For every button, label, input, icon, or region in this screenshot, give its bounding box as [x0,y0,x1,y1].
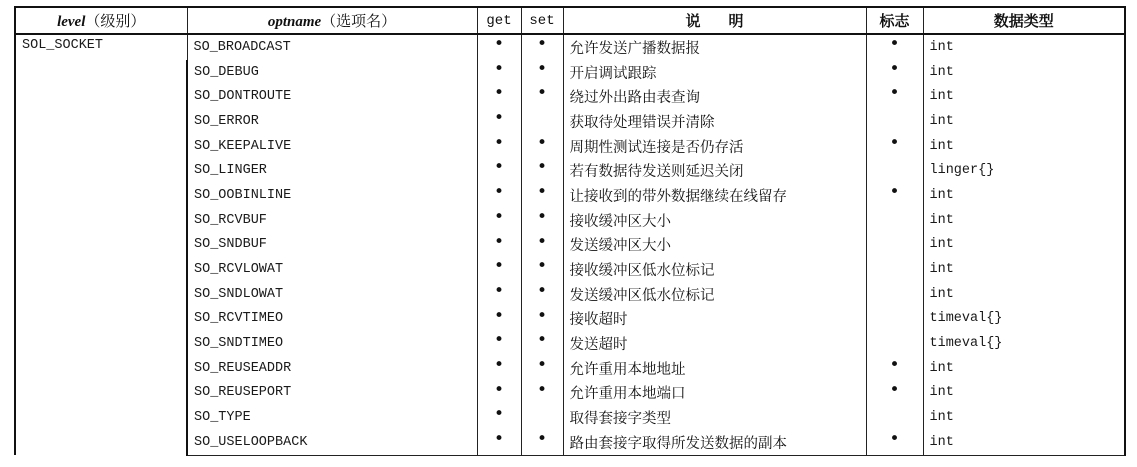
table-header [15,7,1125,34]
datatype-cell: int [923,356,1125,381]
datatype-cell: int [923,109,1125,134]
bullet-icon: • [889,355,900,375]
set-cell [521,307,563,332]
set-cell [521,257,563,282]
set-cell [521,60,563,85]
bullet-icon: • [493,306,505,326]
description-cell: 允许重用本地端口 [563,381,866,406]
description-cell: 若有数据待发送则延迟关闭 [563,158,866,183]
get-cell [477,356,521,381]
datatype-cell: int [923,405,1125,430]
flag-cell [866,208,923,233]
header-set-label: set [529,13,555,29]
description-cell: 取得套接字类型 [563,405,866,430]
header-row [15,7,1125,34]
datatype-cell: timeval{} [923,307,1125,332]
datatype-cell: timeval{} [923,331,1125,356]
description-cell: 发送缓冲区低水位标记 [563,282,866,307]
set-cell [521,430,563,455]
bullet-icon: • [493,430,505,449]
optname-cell: SO_RCVTIMEO [187,307,477,332]
get-cell [477,307,521,332]
bullet-icon: • [493,207,505,227]
get-cell [477,282,521,307]
get-cell [477,405,521,430]
optname-cell: SO_REUSEADDR [187,356,477,381]
get-cell [477,158,521,183]
bullet-icon: • [536,355,548,375]
get-cell [477,430,521,455]
flag-cell [866,282,923,307]
set-cell [521,84,563,109]
flag-cell [866,381,923,406]
bullet-icon: • [493,133,505,153]
datatype-cell: int [923,134,1125,159]
datatype-cell: int [923,430,1125,455]
set-cell [521,233,563,258]
bullet-icon: • [493,355,505,375]
set-cell [521,282,563,307]
set-cell [521,381,563,406]
table-body [15,34,1125,455]
optname-cell: SO_USELOOPBACK [187,430,477,455]
optname-cell: SO_SNDBUF [187,233,477,258]
set-cell [521,34,563,60]
set-cell [521,183,563,208]
description-cell: 接收缓冲区大小 [563,208,866,233]
description-cell: 发送超时 [563,331,866,356]
description-cell: 接收超时 [563,307,866,332]
optname-cell: SO_DEBUG [187,60,477,85]
description-cell: 周期性测试连接是否仍存活 [563,134,866,159]
bullet-icon: • [536,183,548,203]
get-cell [477,134,521,159]
bullet-icon: • [536,133,548,153]
description-cell: 发送缓冲区大小 [563,233,866,258]
optname-cell: SO_REUSEPORT [187,381,477,406]
bullet-icon: • [889,34,900,54]
set-cell [521,331,563,356]
bullet-icon: • [493,331,505,351]
flag-cell [866,405,923,430]
header-flag-label: 标志 [879,12,910,30]
header-datatype [923,7,1125,34]
optname-cell: SO_SNDTIMEO [187,331,477,356]
bullet-icon: • [889,59,900,79]
flag-cell [866,34,923,60]
get-cell [477,208,521,233]
bullet-icon: • [889,430,900,449]
flag-cell [866,233,923,258]
get-cell [477,381,521,406]
get-cell [477,84,521,109]
bullet-icon: • [493,183,505,203]
flag-cell [866,134,923,159]
bullet-icon: • [536,331,548,351]
optname-cell: SO_RCVBUF [187,208,477,233]
datatype-cell: int [923,208,1125,233]
description-cell: 绕过外出路由表查询 [563,84,866,109]
description-cell: 路由套接字取得所发送数据的副本 [563,430,866,455]
description-cell: 允许重用本地地址 [563,356,866,381]
datatype-cell: int [923,60,1125,85]
optname-cell: SO_TYPE [187,405,477,430]
header-optname-cn: （选项名） [321,12,397,30]
level-cell: SOL_SOCKET [15,34,187,455]
header-flag [866,7,923,34]
header-optname [187,7,477,34]
bullet-icon: • [889,183,900,203]
header-description [563,7,866,34]
datatype-cell: int [923,84,1125,109]
bullet-icon: • [536,84,548,104]
set-cell [521,356,563,381]
description-cell: 让接收到的带外数据继续在线留存 [563,183,866,208]
bullet-icon: • [493,34,505,54]
description-cell: 开启调试跟踪 [563,60,866,85]
datatype-cell: int [923,183,1125,208]
flag-cell [866,60,923,85]
bullet-icon: • [536,257,548,277]
bullet-icon: • [536,306,548,326]
flag-cell [866,356,923,381]
header-level-cn: （级别） [85,12,146,30]
description-cell: 获取待处理错误并清除 [563,109,866,134]
datatype-cell: int [923,34,1125,60]
bullet-icon: • [493,109,505,129]
optname-cell: SO_BROADCAST [187,34,477,60]
flag-cell [866,158,923,183]
get-cell [477,233,521,258]
header-level-label: level [57,14,86,30]
description-cell: 允许发送广播数据报 [563,34,866,60]
socket-options-table [14,6,1126,456]
header-datatype-label: 数据类型 [993,12,1054,30]
header-set [521,7,563,34]
optname-cell: SO_KEEPALIVE [187,134,477,159]
set-cell [521,405,563,430]
bullet-icon: • [889,84,900,104]
datatype-cell: int [923,381,1125,406]
get-cell [477,60,521,85]
bullet-icon: • [536,59,548,79]
bullet-icon: • [889,380,900,400]
get-cell [477,183,521,208]
header-get-label: get [486,13,512,29]
bullet-icon: • [493,257,505,277]
bullet-icon: • [493,84,505,104]
flag-cell [866,109,923,134]
get-cell [477,331,521,356]
flag-cell [866,307,923,332]
optname-cell: SO_LINGER [187,158,477,183]
set-cell [521,208,563,233]
bullet-icon: • [493,59,505,79]
optname-cell: SO_DONTROUTE [187,84,477,109]
datatype-cell: int [923,282,1125,307]
description-cell: 接收缓冲区低水位标记 [563,257,866,282]
bullet-icon: • [493,380,505,400]
optname-cell: SO_ERROR [187,109,477,134]
bullet-icon: • [889,133,900,153]
header-description-label: 说明 [685,12,772,30]
optname-cell: SO_RCVLOWAT [187,257,477,282]
bullet-icon: • [536,232,548,252]
flag-cell [866,331,923,356]
datatype-cell: linger{} [923,158,1125,183]
set-cell [521,158,563,183]
bullet-icon: • [536,380,548,400]
datatype-cell: int [923,257,1125,282]
optname-cell: SO_SNDLOWAT [187,282,477,307]
table-row [15,34,1125,60]
datatype-cell: int [923,233,1125,258]
bullet-icon: • [536,207,548,227]
bullet-icon: • [493,158,505,178]
bullet-icon: • [536,281,548,301]
flag-cell [866,183,923,208]
bullet-icon: • [536,430,548,449]
header-get [477,7,521,34]
bullet-icon: • [536,34,548,54]
optname-cell: SO_OOBINLINE [187,183,477,208]
bullet-icon: • [493,281,505,301]
flag-cell [866,84,923,109]
bullet-icon: • [536,158,548,178]
get-cell [477,257,521,282]
set-cell [521,109,563,134]
flag-cell [866,430,923,455]
header-level [15,7,187,34]
flag-cell [866,257,923,282]
get-cell [477,109,521,134]
bullet-icon: • [493,232,505,252]
set-cell [521,134,563,159]
get-cell [477,34,521,60]
header-optname-label: optname [267,14,322,30]
bullet-icon: • [493,405,505,425]
